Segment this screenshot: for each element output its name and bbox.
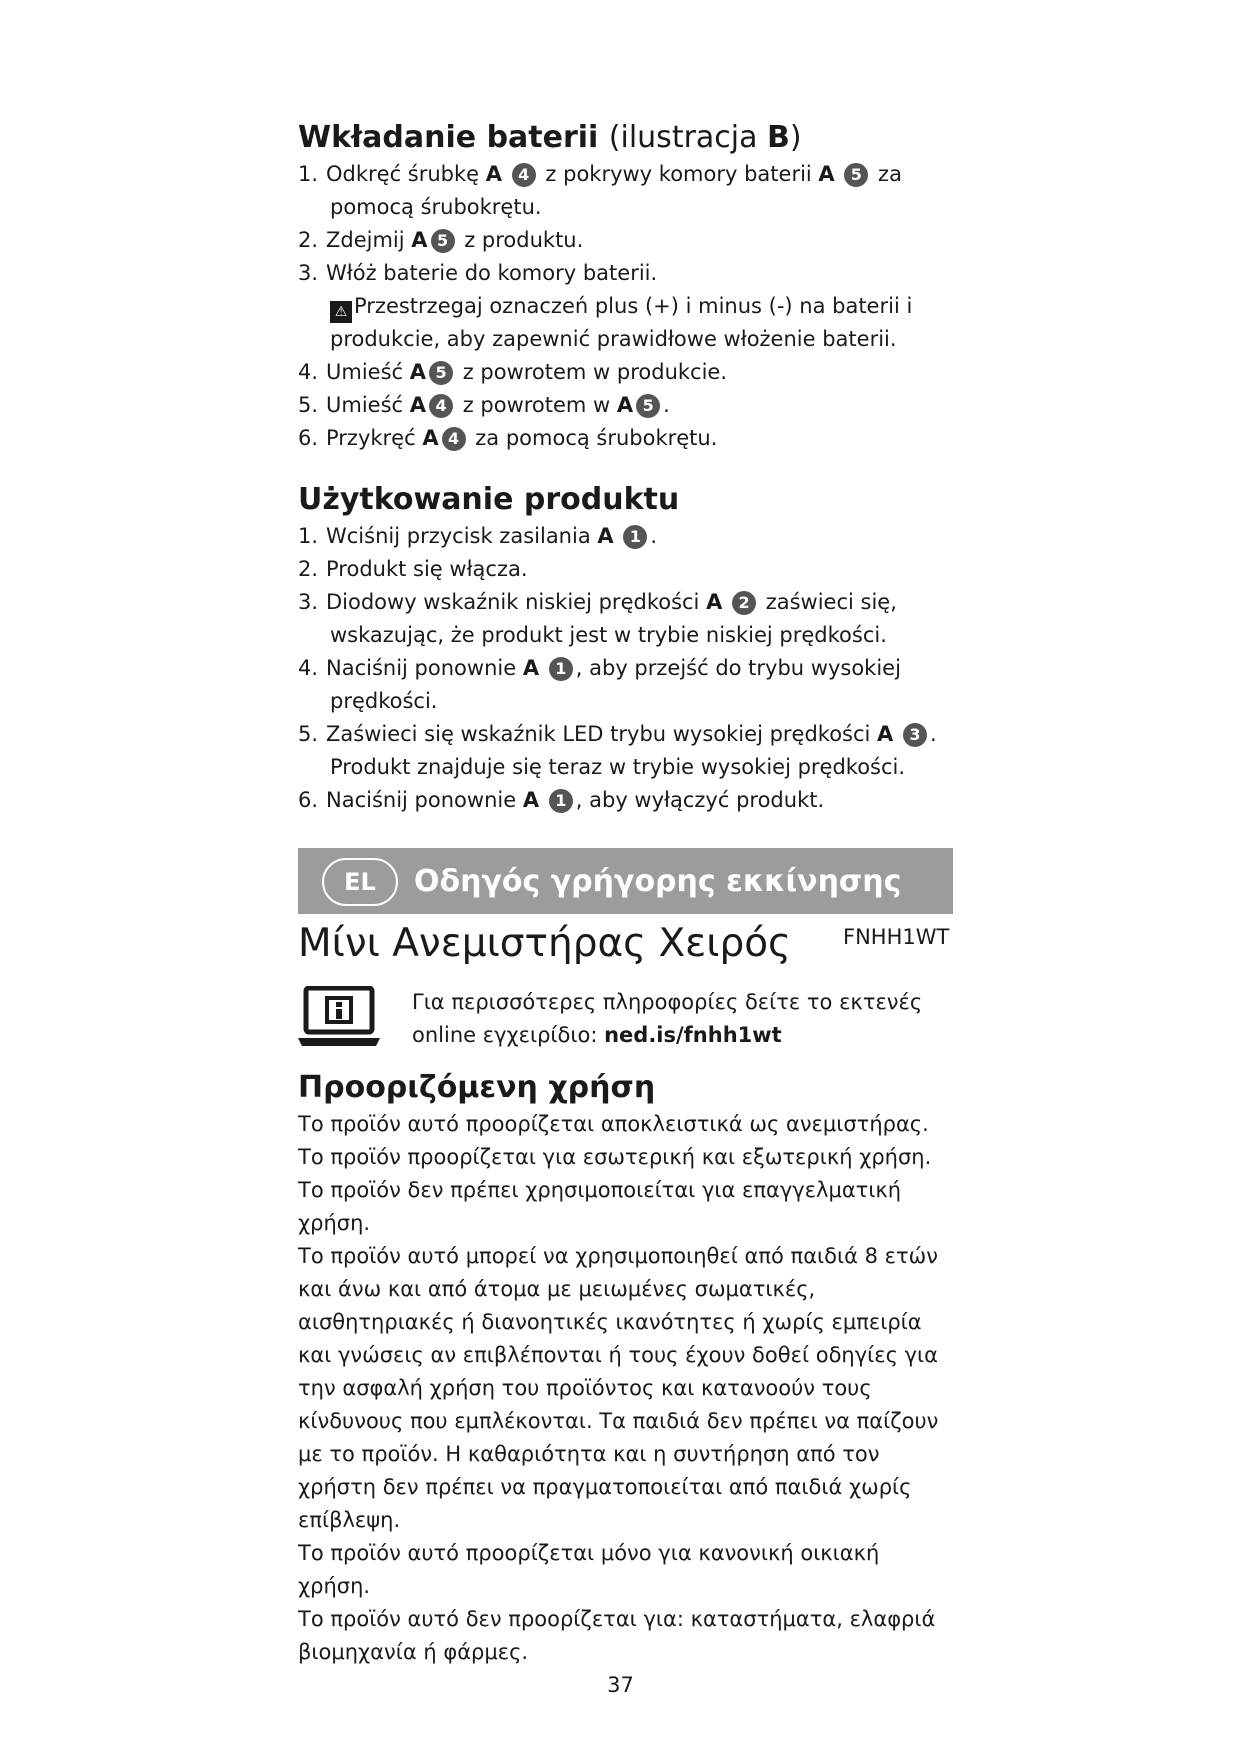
- language-section-band: [298, 848, 953, 914]
- battery-title-close: ): [789, 120, 802, 155]
- paragraph: Το προϊόν αυτό προορίζεται μόνο για κανονική οικιακή χρήση.: [298, 1541, 880, 1598]
- battery-warning-note: ⚠ Przestrzegaj oznaczeń plus (+) i minus (-) na baterii i produkcie, aby zapewnić prawidłowe włożenie baterii.: [330, 294, 913, 351]
- list-item: 5. Zaświeci się wskaźnik LED trybu wysokiej prędkości A 3 . Produkt znajduje się teraz w trybie wysokiej prędkości.: [298, 722, 937, 779]
- paragraph: Το προϊόν προορίζεται για εσωτερική και εξωτερική χρήση.: [298, 1145, 932, 1169]
- paragraph: Το προϊόν δεν πρέπει χρησιμοποιείται για επαγγελματική χρήση.: [298, 1178, 902, 1235]
- list-item: 3. Diodowy wskaźnik niskiej prędkości A 2 zaświeci się, wskazując, że produkt jest w trybie niskiej prędkości.: [298, 590, 897, 647]
- ref-badge: 4: [512, 163, 536, 187]
- list-item: 1. Odkręć śrubkę A 4 z pokrywy komory baterii A 5 za pomocą śrubokrętu.: [298, 162, 902, 219]
- ref-badge: 3: [903, 723, 927, 747]
- list-item: 1. Wciśnij przycisk zasilania A 1 .: [298, 524, 658, 548]
- ref-badge: 1: [549, 789, 573, 813]
- battery-section: [298, 118, 953, 455]
- product-title: Μίνι Ανεμιστήρας Χειρός: [298, 921, 791, 966]
- list-item: 3. Włóż baterie do komory baterii.: [298, 261, 658, 285]
- online-manual-info: Για περισσότερες πληροφορίες δείτε το εκτενές online εγχειρίδιο: ned.is/fnhh1wt: [412, 990, 923, 1047]
- manual-link[interactable]: ned.is/fnhh1wt: [604, 1023, 782, 1047]
- battery-title-letter: B: [767, 120, 790, 155]
- ref-badge: 4: [442, 427, 466, 451]
- model-number: FNHH1WT: [843, 925, 950, 949]
- ref-badge: 4: [429, 394, 453, 418]
- ref-badge: 5: [636, 394, 660, 418]
- ref-badge: 5: [431, 229, 455, 253]
- paragraph: Το προϊόν αυτό μπορεί να χρησιμοποιηθεί από παιδιά 8 ετών και άνω και από άτομα με μειωμένες σωματικές, αισθητηριακές ή διανοητικές ικανότητες ή χωρίς εμπειρία και γνώσεις αν επιβλέπονται ή τους έχουν δοθεί οδηγίες για την ασφαλή χρήση του προϊόντος και κατανοούν τους κίνδυνους που εμπλέκονται. Τα παιδιά δεν πρέπει να παίζουν με το προϊόν. Η καθαριότητα και η συντήρηση από τον χρήστη δεν πρέπει να πραγματοποιείται από παιδιά χωρίς επίβλεψη.: [298, 1244, 939, 1532]
- language-code-badge: EL: [322, 858, 398, 906]
- ref-badge: 1: [549, 657, 573, 681]
- usage-section: [298, 480, 953, 817]
- ref-badge: 2: [732, 591, 756, 615]
- paragraph: Το προϊόν αυτό προορίζεται αποκλειστικά ως ανεμιστήρας.: [298, 1112, 929, 1136]
- battery-title-main: Wkładanie baterii: [298, 120, 599, 155]
- laptop-info-icon: [298, 986, 380, 1048]
- battery-steps: [298, 158, 953, 290]
- usage-title: Użytkowanie produktu: [298, 482, 680, 517]
- intended-use-title: Προοριζόμενη χρήση: [298, 1070, 656, 1105]
- list-item: 4. Naciśnij ponownie A 1 , aby przejść do trybu wysokiej prędkości.: [298, 656, 901, 713]
- ref-badge: 5: [844, 163, 868, 187]
- page-number: 37: [607, 1673, 634, 1697]
- list-item: 2. Produkt się włącza.: [298, 557, 528, 581]
- list-item: 6. Naciśnij ponownie A 1 , aby wyłączyć produkt.: [298, 788, 825, 812]
- list-item: 4. Umieść A 5 z powrotem w produkcie.: [298, 360, 728, 384]
- battery-title-paren: (ilustracja: [608, 120, 768, 155]
- list-item: 6. Przykręć A 4 za pomocą śrubokrętu.: [298, 426, 718, 450]
- ref-badge: 5: [429, 361, 453, 385]
- paragraph: Το προϊόν αυτό δεν προορίζεται για: καταστήματα, ελαφριά βιομηχανία ή φάρμες.: [298, 1607, 936, 1664]
- battery-steps-continued: [298, 356, 953, 455]
- quick-start-title: Οδηγός γρήγορης εκκίνησης: [414, 864, 902, 899]
- battery-title: [298, 118, 953, 158]
- list-item: 5. Umieść A 4 z powrotem w A 5 .: [298, 393, 670, 417]
- intended-use-section: [298, 1068, 953, 1669]
- warning-icon: ⚠: [330, 301, 352, 323]
- usage-steps: [298, 520, 953, 817]
- ref-badge: 1: [623, 525, 647, 549]
- list-item: 2. Zdejmij A 5 z produktu.: [298, 228, 584, 252]
